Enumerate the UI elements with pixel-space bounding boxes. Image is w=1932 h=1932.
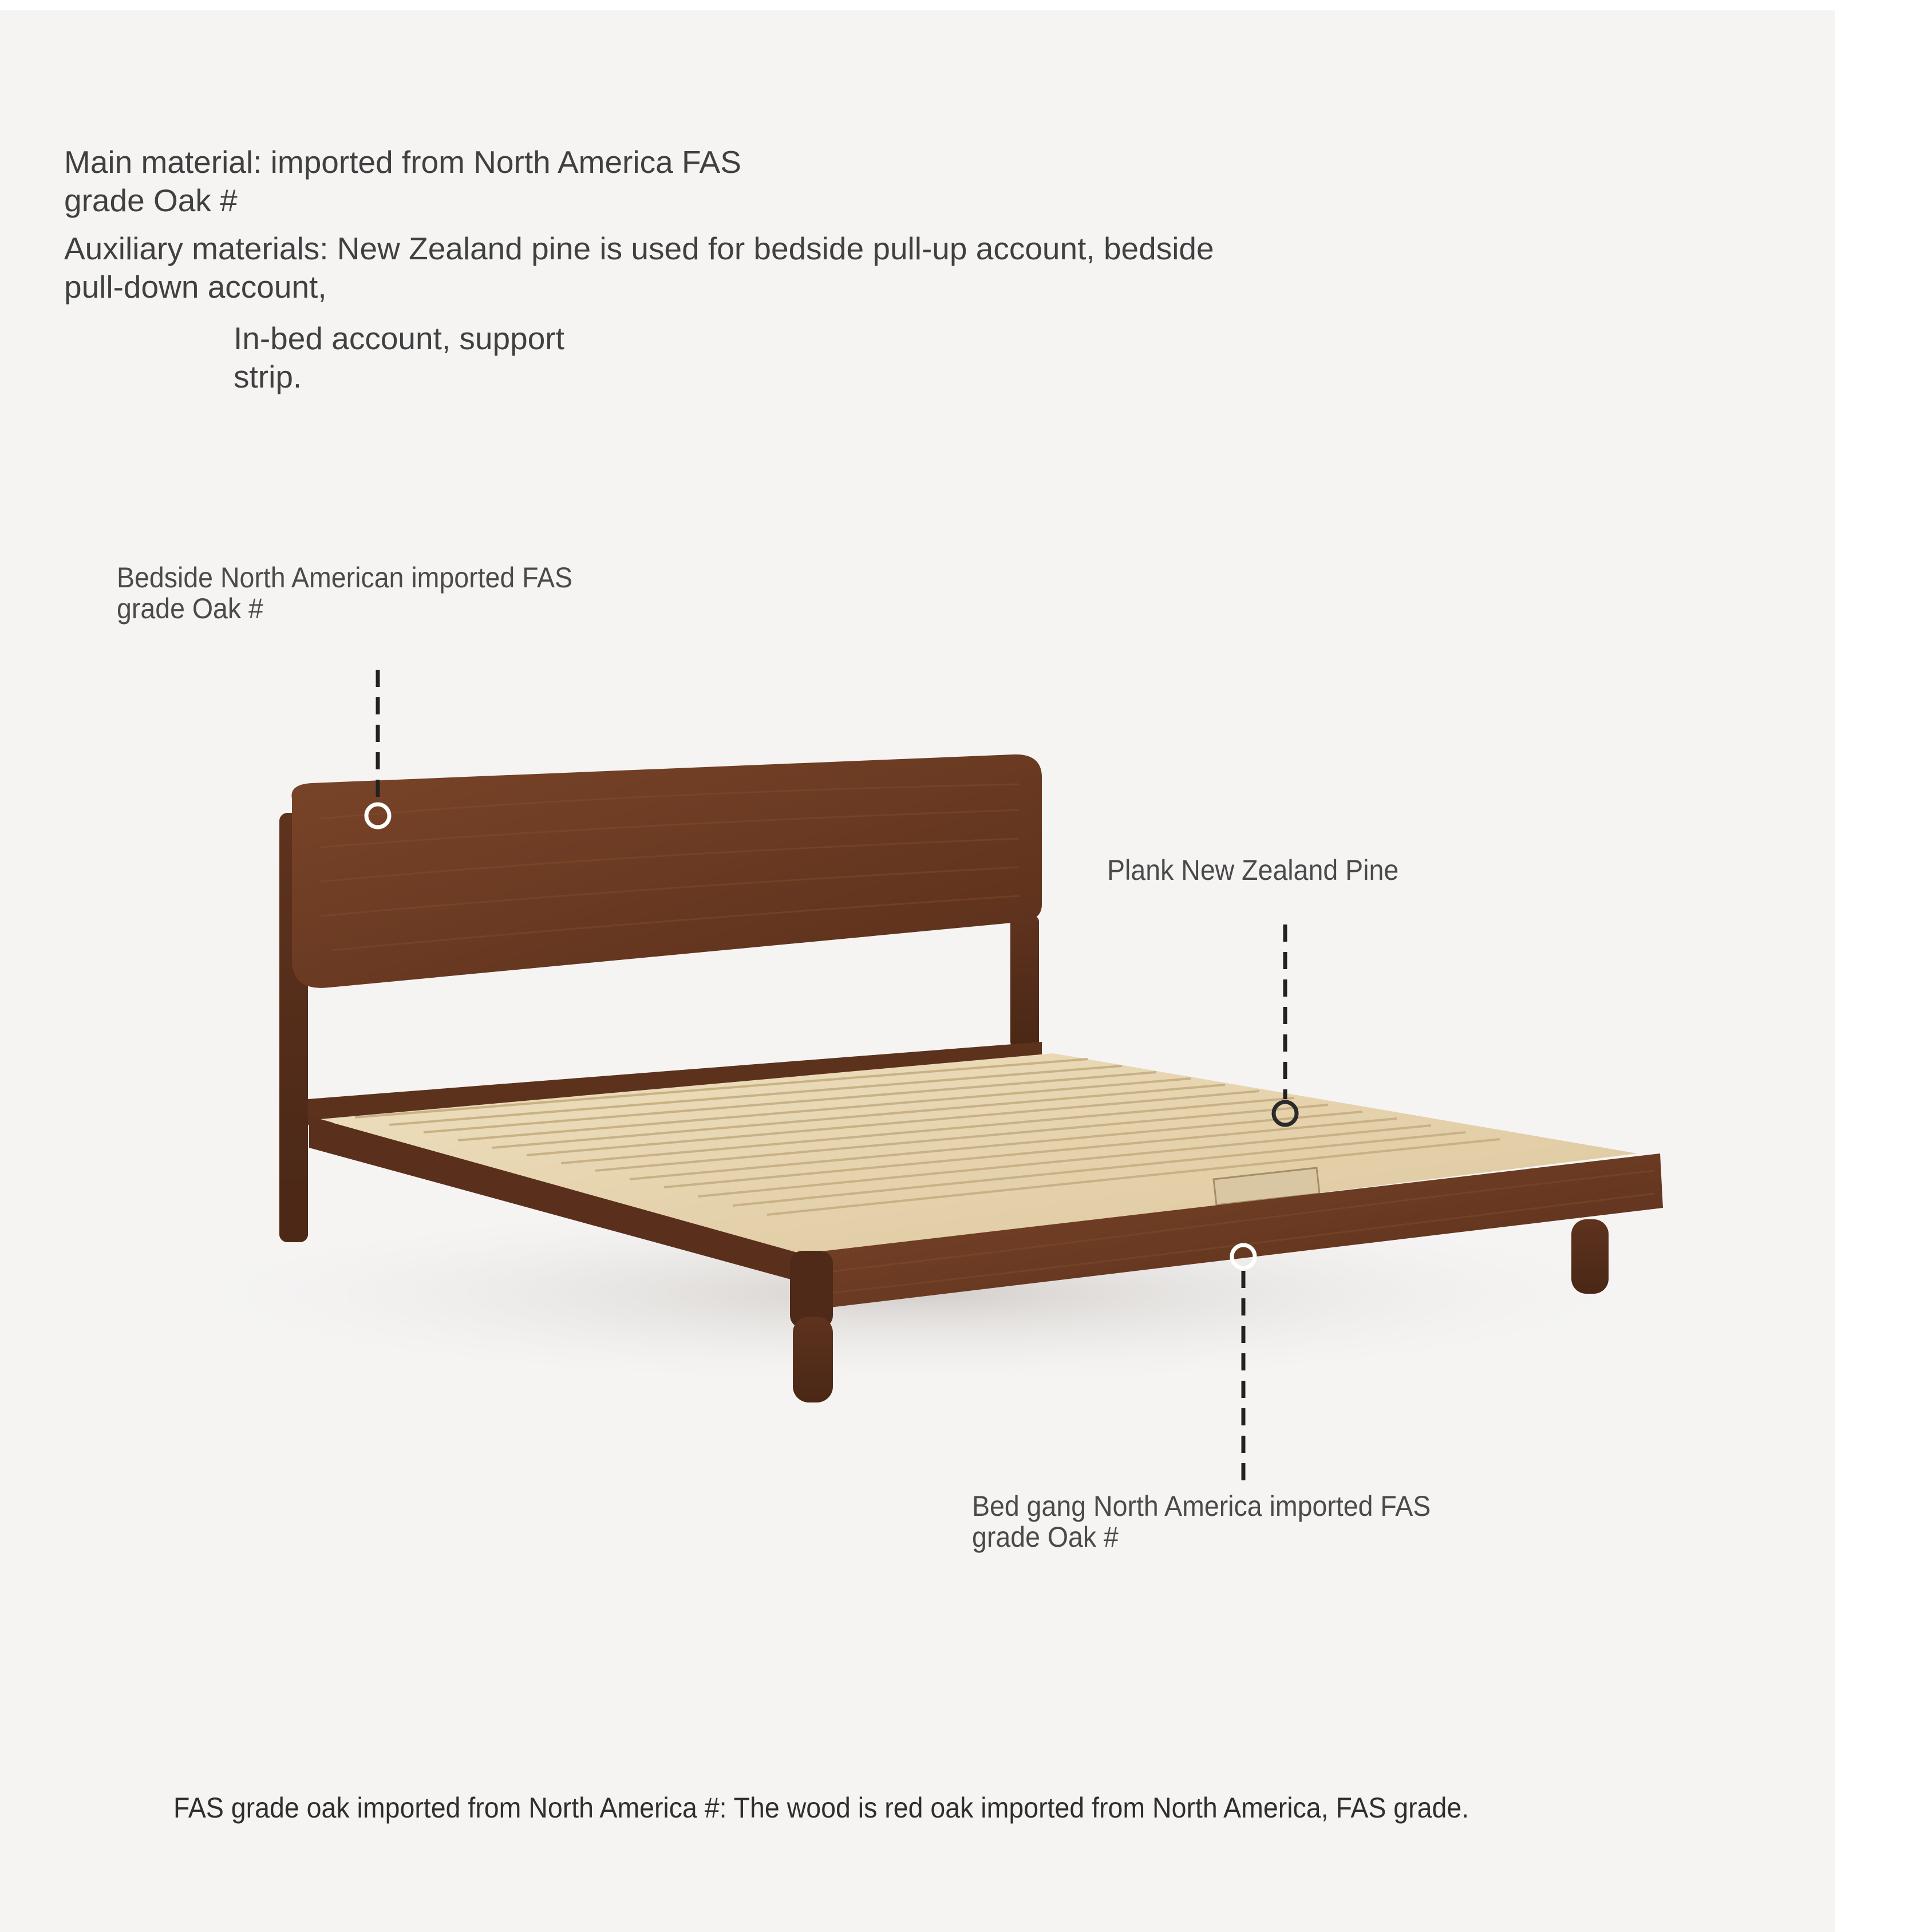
auxiliary-materials-line2: pull-down account,: [64, 269, 327, 305]
front-right-leg: [1571, 1219, 1609, 1294]
main-material-line1: Main material: imported from North America FAS: [64, 144, 741, 180]
auxiliary-materials-line4: strip.: [234, 359, 302, 394]
back-right-post: [1010, 916, 1039, 1048]
footnote: FAS grade oak imported from North America #: The wood is red oak imported from North America, FAS grade.: [173, 1792, 1469, 1824]
plank-callout-line1: Plank New Zealand Pine: [1107, 854, 1399, 886]
front-corner-block: [790, 1251, 833, 1328]
headboard: [291, 754, 1042, 988]
headboard-callout-line2: grade Oak #: [117, 592, 263, 625]
bed-gang-callout-line1: Bed gang North America imported FAS: [972, 1490, 1431, 1522]
auxiliary-materials-line3: In-bed account, support: [234, 321, 564, 356]
headboard-callout-line1: Bedside North American imported FAS: [117, 562, 573, 594]
auxiliary-materials-line1: Auxiliary materials: New Zealand pine is used for bedside pull-up account, bedside: [64, 231, 1214, 266]
bed-gang-callout-line2: grade Oak #: [972, 1521, 1119, 1553]
back-left-leg: [279, 1179, 308, 1242]
main-material-line2: grade Oak #: [64, 183, 238, 218]
front-left-leg: [793, 1317, 833, 1402]
